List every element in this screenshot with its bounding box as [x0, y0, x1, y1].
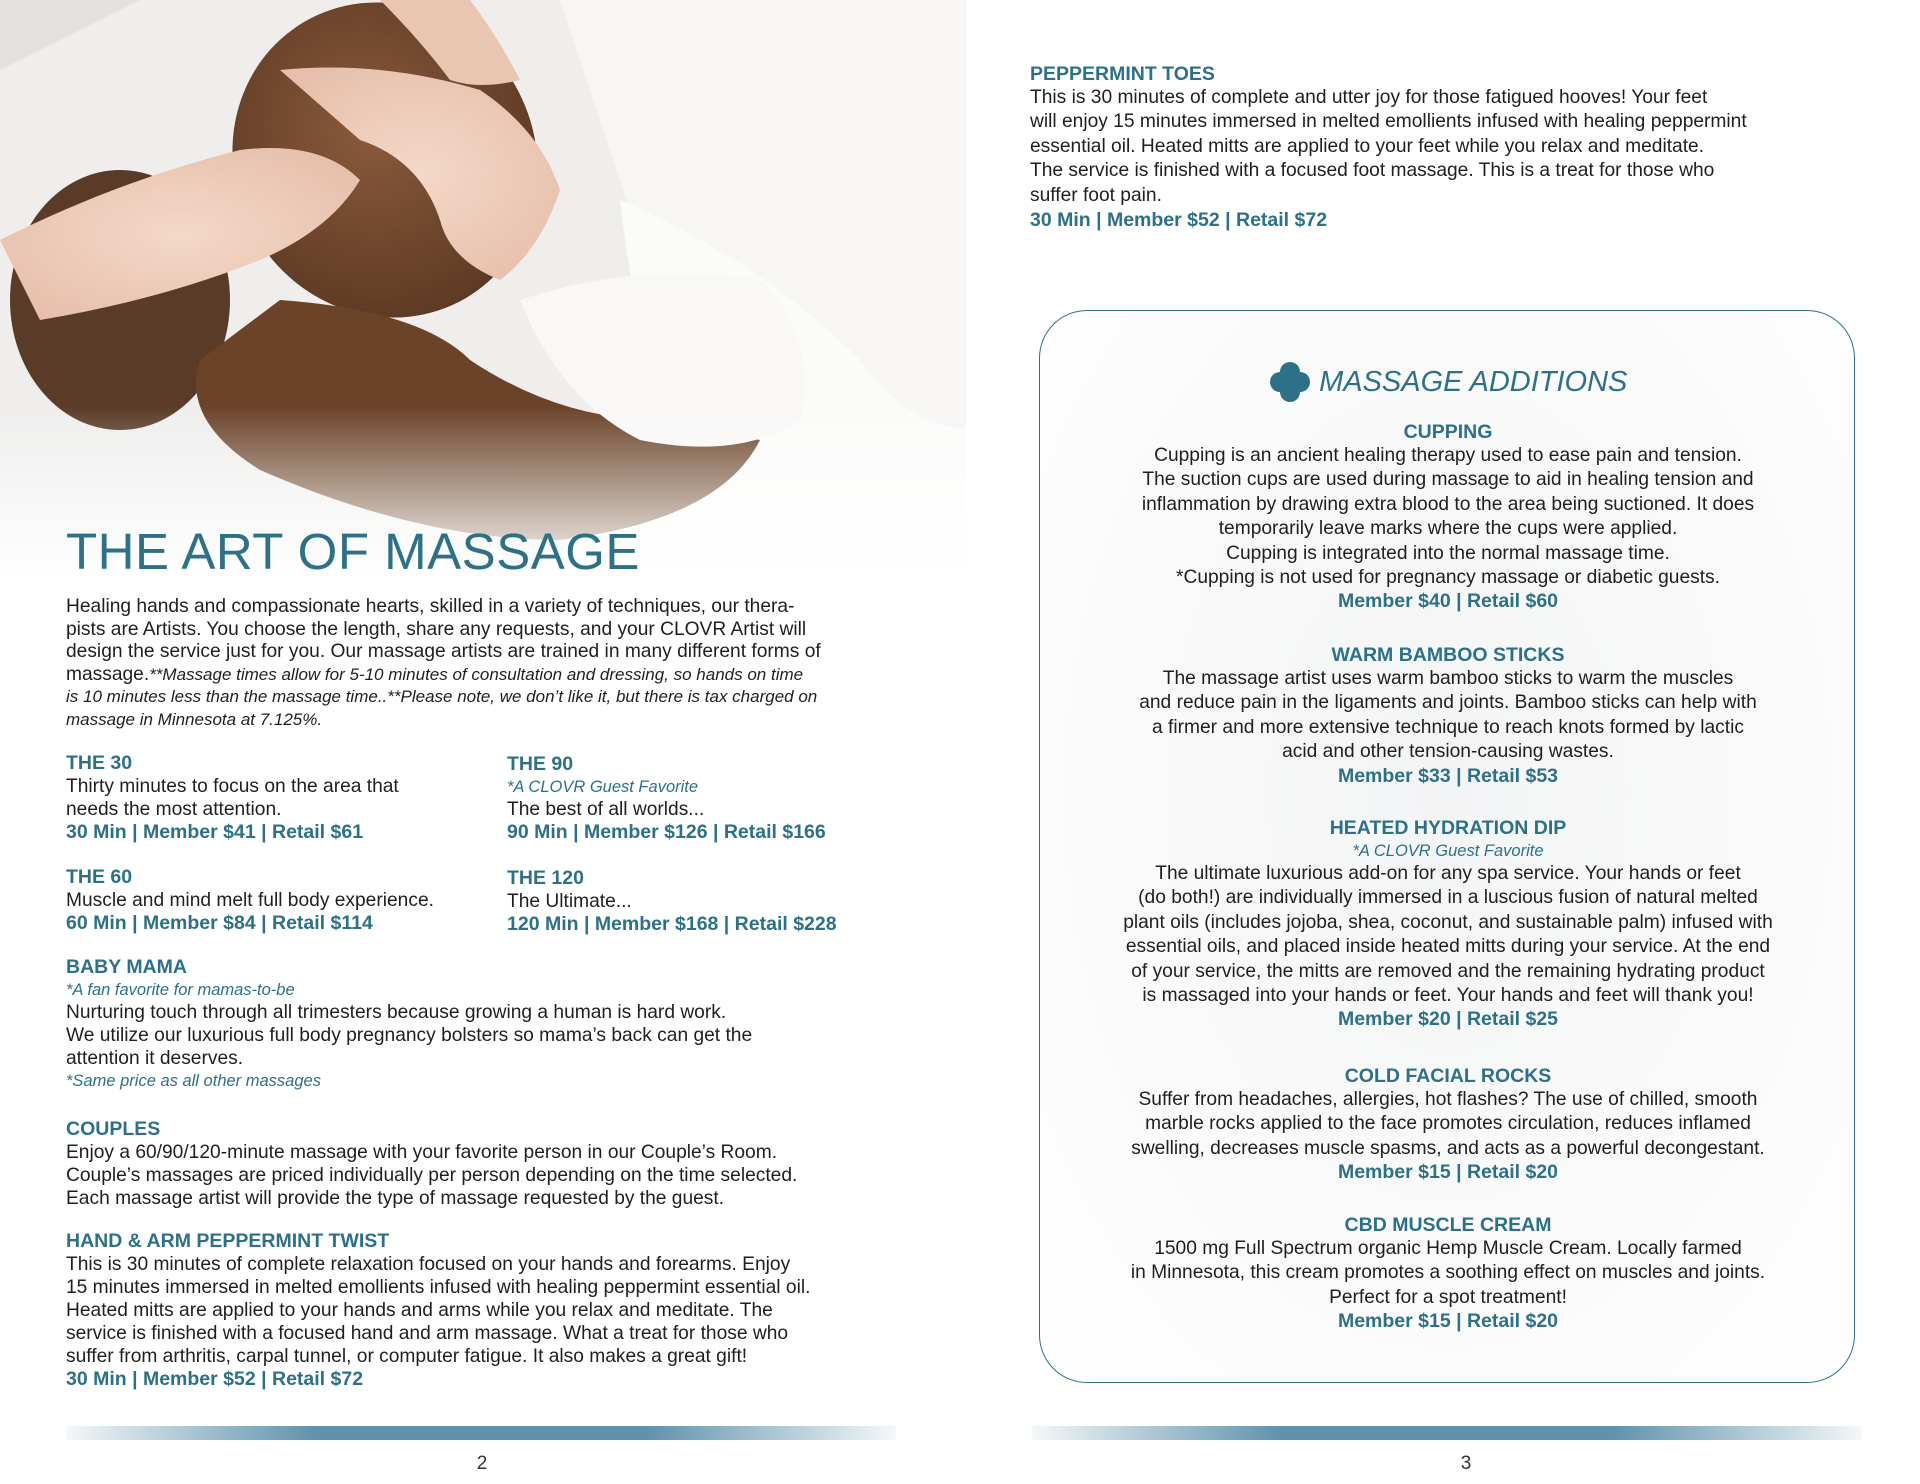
service-description: will enjoy 15 minutes immersed in melted emollients infused with healing peppermint	[1030, 111, 1747, 133]
service-description: service is finished with a focused hand and arm massage. What a treat for those who	[66, 1323, 789, 1344]
addition-description: acid and other tension-causing wastes.	[1282, 741, 1614, 763]
service-description: Couple’s massages are priced individually per person depending on the time selected.	[66, 1165, 798, 1186]
service-description: We utilize our luxurious full body pregnancy bolsters so mama’s back can get the	[66, 1025, 753, 1046]
service-description: 15 minutes immersed in melted emollients infused with healing peppermint essential oil.	[66, 1277, 811, 1298]
service-price: 60 Min | Member $84 | Retail $114	[66, 912, 373, 934]
addition-description: 1500 mg Full Spectrum organic Hemp Muscle Cream. Locally farmed	[1154, 1238, 1742, 1259]
service-price: 30 Min | Member $41 | Retail $61	[66, 821, 364, 843]
intro-line: pists are Artists. You choose the length, share any requests, and your CLOVR Artist will	[66, 618, 807, 640]
addition-price: Member $40 | Retail $60	[1337, 590, 1559, 613]
service-heading: COUPLES	[66, 1118, 161, 1140]
addition-description: inflammation by drawing extra blood to the area being suctioned. It does	[1141, 493, 1755, 515]
massage-additions-panel	[1039, 310, 1855, 1383]
addition-description: *Cupping is not used for pregnancy massage or diabetic guests.	[1176, 567, 1720, 589]
service-description: attention it deserves.	[66, 1048, 244, 1069]
service-description: The Ultimate...	[507, 891, 632, 912]
addition-cbd-muscle-cream	[1040, 1214, 1856, 1333]
service-description: Each massage artist will provide the type of massage requested by the guest.	[66, 1188, 725, 1209]
service-description: The service is finished with a focused foot massage. This is a treat for those who	[1030, 160, 1715, 182]
page-number: 3	[1460, 1453, 1472, 1474]
additions-header	[1040, 361, 1856, 403]
addition-warm-bamboo-sticks	[1040, 644, 1856, 788]
service-heading: BABY MAMA	[66, 956, 187, 978]
addition-cupping	[1040, 421, 1856, 613]
service-couples	[66, 1118, 946, 1210]
service-heading: HAND & ARM PEPPERMINT TWIST	[66, 1230, 390, 1252]
addition-description: The massage artist uses warm bamboo sticks to warm the muscles	[1162, 668, 1734, 689]
addition-heading: HEATED HYDRATION DIP	[1329, 817, 1567, 839]
favorite-tag: *A fan favorite for mamas-to-be	[66, 981, 295, 999]
service-description: This is 30 minutes of complete and utter joy for those fatigued hooves! Your feet	[1030, 87, 1708, 108]
intro-paragraph	[66, 596, 936, 731]
addition-description: in Minnesota, this cream promotes a soothing effect on muscles and joints.	[1130, 1262, 1766, 1284]
addition-description: of your service, the mitts are removed and the remaining hydrating product	[1131, 960, 1765, 982]
service-description: Heated mitts are applied to your hands and arms while you relax and meditate. The	[66, 1300, 773, 1321]
service-description: Muscle and mind melt full body experience.	[66, 890, 434, 911]
addition-description: swelling, decreases muscle spasms, and acts as a powerful decongestant.	[1131, 1137, 1765, 1159]
intro-line: design the service just for you. Our massage artists are trained in many different forms of	[66, 641, 821, 662]
service-heading: THE 30	[66, 752, 133, 774]
addition-description: Suffer from headaches, allergies, hot flashes? The use of chilled, smooth	[1138, 1089, 1758, 1110]
addition-description: plant oils (includes jojoba, shea, coconut, and sustainable palm) infused with	[1123, 911, 1773, 933]
service-the-120	[507, 867, 947, 936]
service-description: Thirty minutes to focus on the area that	[66, 776, 399, 797]
service-heading: THE 90	[507, 753, 574, 775]
addition-description: essential oils, and placed inside heated mitts during your service. At the end	[1125, 936, 1771, 958]
addition-description: Perfect for a spot treatment!	[1329, 1286, 1567, 1308]
service-description: The best of all worlds...	[507, 799, 705, 820]
service-baby-mama	[66, 956, 946, 1092]
service-price: 120 Min | Member $168 | Retail $228	[507, 913, 837, 935]
page-number: 2	[476, 1453, 488, 1474]
footer-divider	[66, 1426, 896, 1440]
service-price: 30 Min | Member $52 | Retail $72	[66, 1368, 364, 1390]
addition-heading: COLD FACIAL ROCKS	[1344, 1065, 1552, 1087]
service-heading: THE 120	[507, 867, 584, 889]
footer-divider	[1032, 1426, 1862, 1440]
service-description: suffer foot pain.	[1030, 184, 1162, 206]
service-price: 90 Min | Member $126 | Retail $166	[507, 821, 826, 843]
spa-massage-photo	[0, 0, 966, 580]
service-hand-arm-peppermint-twist	[66, 1230, 946, 1391]
addition-price: Member $15 | Retail $20	[1337, 1310, 1559, 1333]
addition-heading: WARM BAMBOO STICKS	[1331, 644, 1565, 666]
addition-description: marble rocks applied to the face promotes circulation, reduces inflamed	[1145, 1113, 1751, 1135]
clover-icon	[1269, 361, 1311, 403]
service-description: Enjoy a 60/90/120-minute massage with your favorite person in our Couple’s Room.	[66, 1142, 778, 1163]
service-description: This is 30 minutes of complete relaxation focused on your hands and forearms. Enjoy	[66, 1254, 791, 1275]
service-the-30	[66, 752, 506, 844]
service-the-90	[507, 753, 947, 844]
service-description: needs the most attention.	[66, 799, 282, 820]
addition-heated-hydration-dip	[1040, 817, 1856, 1031]
addition-description: temporarily leave marks where the cups were applied.	[1218, 518, 1678, 540]
service-description: suffer from arthritis, carpal tunnel, or computer fatigue. It also makes a great gift!	[66, 1346, 748, 1367]
addition-price: Member $20 | Retail $25	[1337, 1008, 1559, 1031]
service-heading: PEPPERMINT TOES	[1030, 63, 1215, 85]
intro-line	[66, 664, 936, 687]
service-description: Nurturing touch through all trimesters because growing a human is hard work.	[66, 1002, 727, 1023]
addition-price: Member $15 | Retail $20	[1337, 1161, 1559, 1184]
service-description: essential oil. Heated mitts are applied to your feet while you relax and meditate.	[1030, 135, 1705, 157]
addition-heading: CUPPING	[1403, 421, 1493, 443]
addition-description: The ultimate luxurious add-on for any spa service. Your hands or feet	[1155, 863, 1741, 884]
service-heading: THE 60	[66, 866, 133, 888]
addition-description: Cupping is integrated into the normal massage time.	[1226, 542, 1670, 564]
addition-price: Member $33 | Retail $53	[1337, 764, 1559, 787]
tax-note: massage in Minnesota at 7.125%.	[66, 709, 323, 729]
tax-note: **Massage times allow for 5-10 minutes of consultation and dressing, so hands on time	[149, 664, 804, 684]
addition-description: and reduce pain in the ligaments and joints. Bamboo sticks can help with	[1139, 692, 1757, 714]
addition-description: Cupping is an ancient healing therapy used to ease pain and tension.	[1154, 445, 1742, 466]
tax-note: is 10 minutes less than the massage time..**Please note, we don’t like it, but there is tax charged on	[66, 687, 818, 706]
service-the-60	[66, 866, 506, 935]
favorite-tag: *A CLOVR Guest Favorite	[1352, 842, 1544, 860]
addition-description: (do both!) are individually immersed in a luscious fusion of natural melted	[1138, 887, 1758, 909]
addition-description: is massaged into your hands or feet. Your hands and feet will thank you!	[1142, 985, 1754, 1007]
addition-heading: CBD MUSCLE CREAM	[1344, 1214, 1552, 1236]
intro-line-start: massage.	[66, 663, 150, 685]
addition-description: The suction cups are used during massage to aid in healing tension and	[1142, 469, 1754, 491]
service-price: 30 Min | Member $52 | Retail $72	[1030, 209, 1328, 232]
service-peppermint-toes	[1030, 63, 1880, 232]
addition-description: a firmer and more extensive technique to reach knots formed by lactic	[1152, 716, 1744, 738]
addition-cold-facial-rocks	[1040, 1065, 1856, 1184]
price-note: *Same price as all other massages	[66, 1072, 321, 1090]
page-title: THE ART OF MASSAGE	[66, 523, 640, 580]
intro-line: Healing hands and compassionate hearts, skilled in a variety of techniques, our thera-	[66, 596, 795, 617]
additions-title: MASSAGE ADDITIONS	[1319, 365, 1628, 398]
favorite-tag: *A CLOVR Guest Favorite	[507, 778, 699, 796]
